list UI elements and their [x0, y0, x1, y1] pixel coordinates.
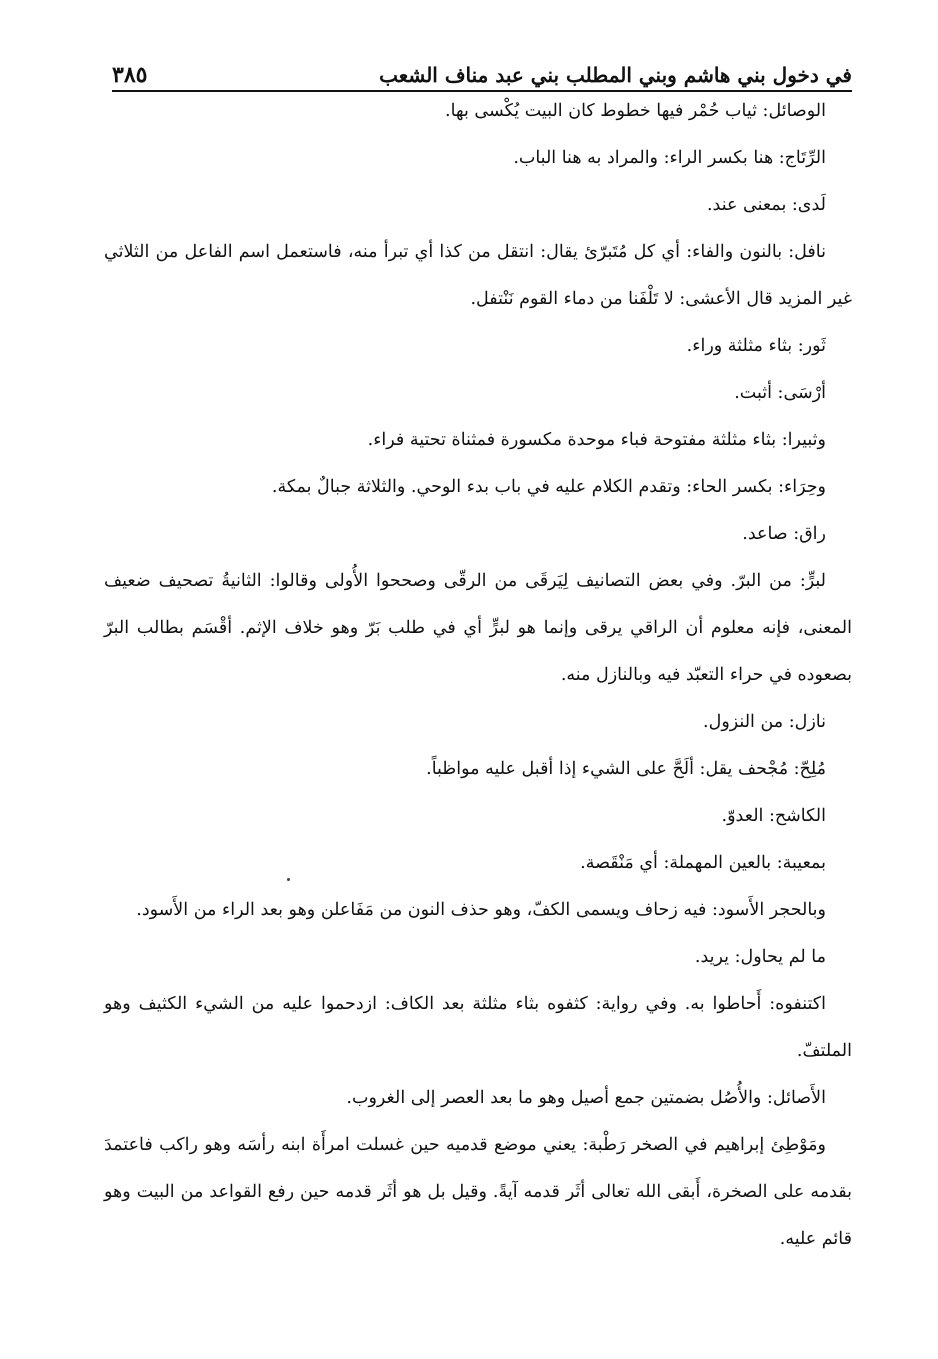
glossary-entry: وثبيرا: بثاء مثلثة مفتوحة فباء موحدة مكسورة فمثناة تحتية فراء. [367, 430, 826, 450]
page-number: ٣٨٥ [112, 62, 148, 88]
glossary-entry: الوصائل: ثياب حُمْر فيها خطوط كان البيت يُكْسى بها. [445, 101, 826, 121]
glossary-entry: ما لم يحاول: يريد. [694, 947, 826, 967]
glossary-entry: بمعيبة: بالعين المهملة: أي مَنْقَصة. [580, 853, 826, 873]
glossary-entry: الرِّتَاج: هنا بكسر الراء: والمراد به هنا الباب. [513, 148, 826, 168]
glossary-entry: مُلِحّ: مُجْحف يقل: ألَحَّ على الشيء إذا أقبل عليه مواظباً. [426, 759, 826, 779]
glossary-entry: لَدى: بمعنى عند. [706, 195, 826, 215]
glossary-entry: ومَوْطِئ إبراهيم في الصخر رَطْبة: يعني موضع قدميه حين غسلت امرأَة ابنه رأسَه وهو راكب فاعتمدَ بقدمه على الصخرة، أَبقى الله تعالى أثَر قدمه آيةً. وقيل بل هو أثَر قدمه حين رفع القواعد من البيت وهو قائم عليه. [104, 1135, 852, 1249]
glossary-entry: الأَصائل: والأُصُل بضمتين جمع أصيل وهو ما بعد العصر إلى الغروب. [346, 1088, 826, 1108]
glossary-entry: نافل: بالنون والفاء: أي كل مُتَبرّئ يقال: انتقل من كذا أي تبرأ منه، فاستعمل اسم الفاعل من الثلاثي غير المزيد قال الأعشى: لا تَلْفَنا من دماء القوم نَنْتفل. [104, 242, 852, 309]
glossary-entry: وبالحجر الأَسود: فيه زحاف ويسمى الكفّ، وهو حذف النون من مَفَاعلن وهو بعد الراء من الأَسود. [136, 900, 826, 920]
glossary-entry: ثَور: بثاء مثلثة وراء. [686, 336, 826, 356]
glossary-body [104, 88, 852, 1263]
running-title: في دخول بني هاشم وبني المطلب بني عبد مناف الشعب [379, 63, 852, 87]
page-header [112, 40, 852, 92]
glossary-entry: لبرٍّ: من البرّ. وفي بعض التصانيف لِيَرقَى من الرقّى وصححوا الأُولى وقالوا: الثانيةُ تصحيف ضعيف المعنى، فإنه معلوم أن الراقي يرقى وإنما هو لبرٍّ أي في طلب بَرّ وهو خلاف الإثم. أقْسَم بطالب البرّ بصعوده في حراء التعبّد فيه وبالنازل منه. [104, 571, 852, 685]
glossary-entry: نازل: من النزول. [703, 712, 826, 732]
glossary-entry: وحِرَاء: بكسر الحاء: وتقدم الكلام عليه في باب بدء الوحي. والثلاثة جبالٌ بمكة. [271, 477, 826, 497]
glossary-entry: الكاشح: العدوّ. [721, 806, 826, 826]
scan-speck [287, 878, 290, 881]
glossary-entry: أرْسَى: أثبت. [734, 383, 826, 403]
glossary-entry: اكتنفوه: أَحاطوا به. وفي رواية: كثفوه بثاء مثلثة بعد الكاف: ازدحموا عليه من الشيء الكثيف وهو الملتفّ. [104, 994, 852, 1061]
glossary-entry: راق: صاعد. [742, 524, 826, 544]
